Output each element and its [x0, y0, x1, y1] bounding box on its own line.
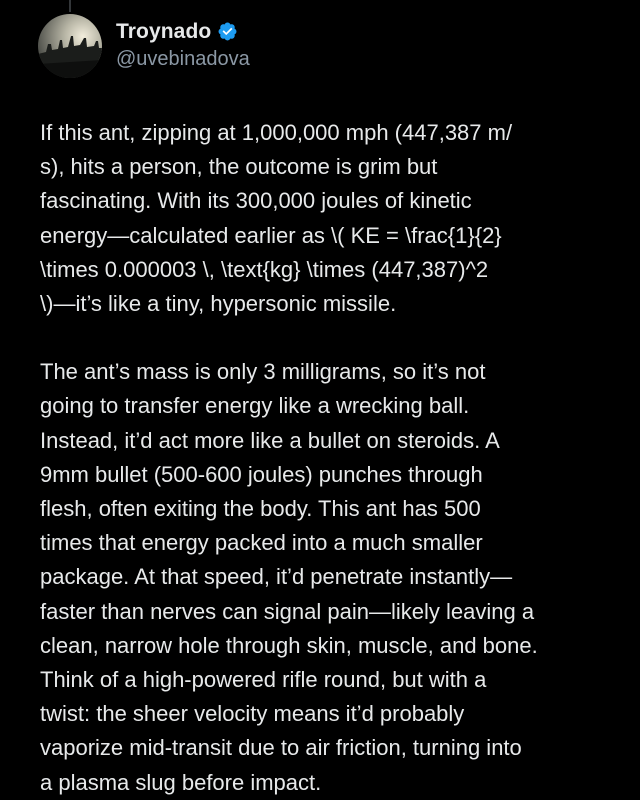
thread-connector-line: [69, 0, 71, 12]
post-paragraph: The ant’s mass is only 3 milligrams, so it’s not going to transfer energy like a wrecking ball. Instead, it’d act more like a bullet on steroids. A 9mm bullet (500-600 joules) punches through flesh, often exiting the body. This ant has 500 times that energy packed into a much smaller package. At that speed, it’d penetrate instantly— faster than nerves can signal pain—likely leaving a clean, narrow hole through skin, muscle, and bone. Think of a high-powered rifle round, but with a twist: the sheer velocity means it’d probably vaporize mid-transit due to air friction, turning into a plasma slug before impact.: [40, 359, 538, 795]
author-block: [116, 18, 250, 75]
author-display-name[interactable]: Troynado: [116, 19, 212, 43]
post-header: [38, 14, 250, 78]
verified-badge-icon: [217, 21, 238, 42]
avatar[interactable]: [38, 14, 102, 78]
post-body: [40, 116, 606, 800]
author-handle[interactable]: @uvebinadova: [116, 47, 250, 70]
avatar-image: [38, 14, 102, 78]
post-paragraph: If this ant, zipping at 1,000,000 mph (447,387 m/ s), hits a person, the outcome is grim but fascinating. With its 300,000 joules of kinetic energy—calculated earlier as \( KE = \frac{1}{2} \times 0.000003 \, \text{kg} \times (447,387)^2 \)—it’s like a tiny, hypersonic missile.: [40, 120, 513, 317]
name-row: [116, 18, 250, 46]
